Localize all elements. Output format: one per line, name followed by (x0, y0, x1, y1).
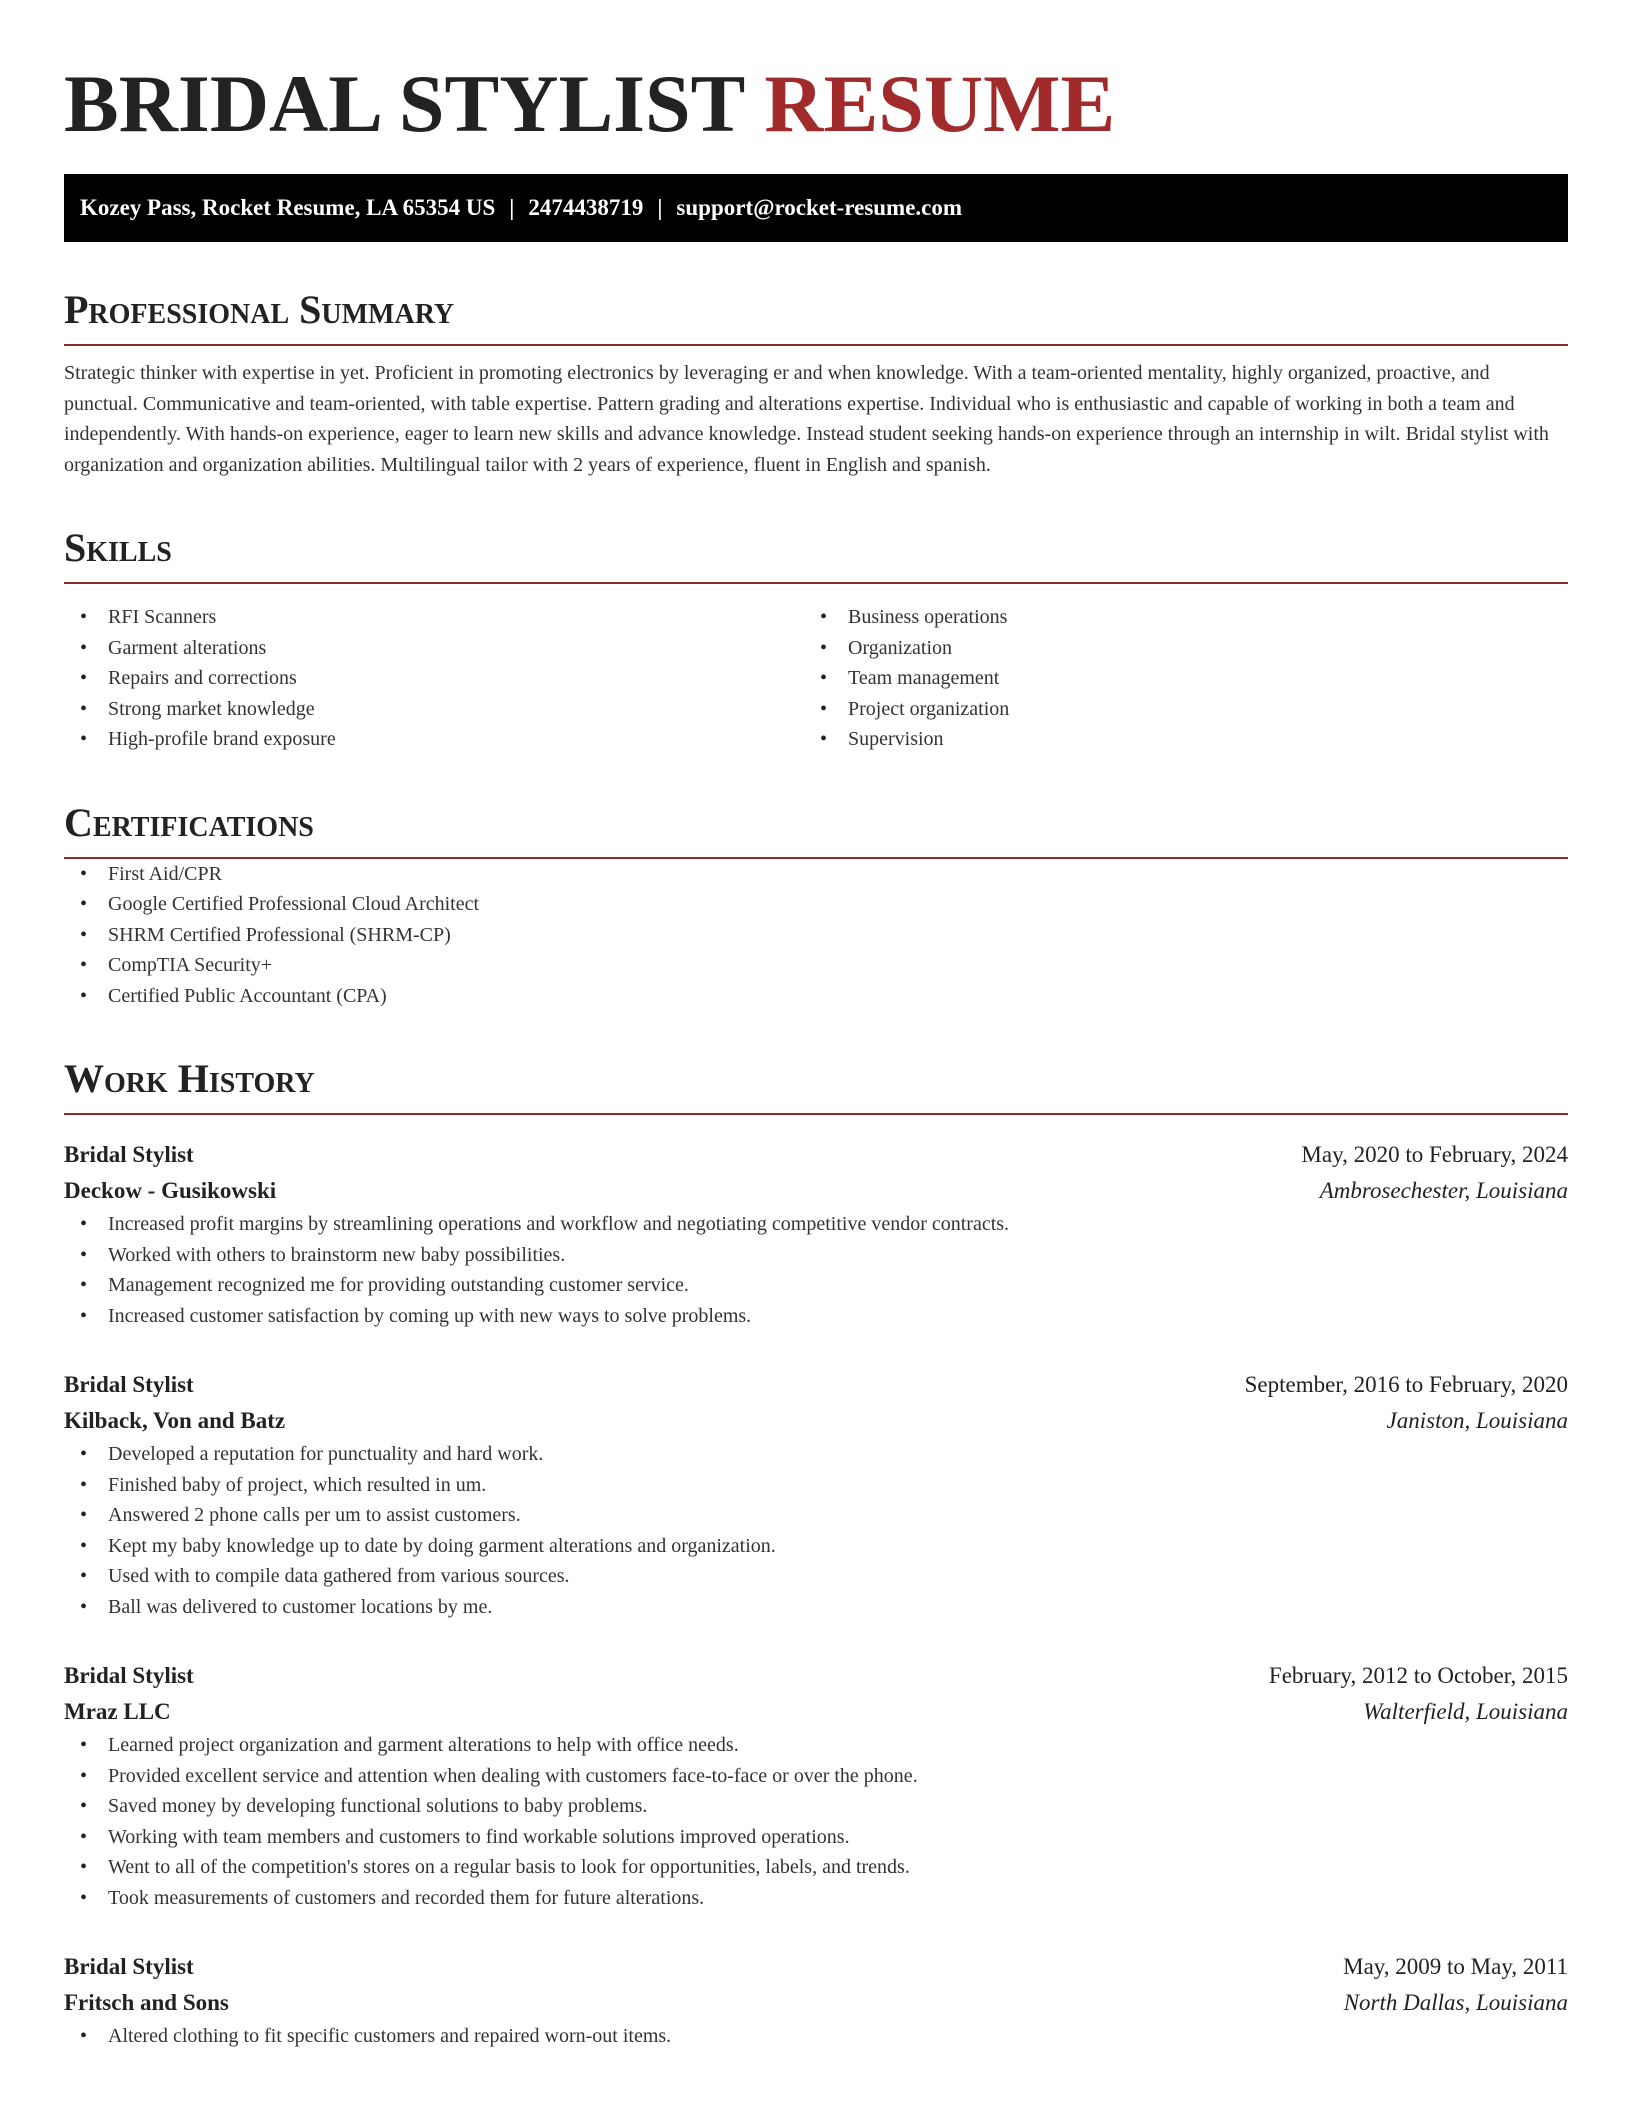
skill-item: • High-profile brand exposure (64, 724, 804, 755)
skill-item: • Garment alterations (64, 633, 804, 664)
job-bullet: • Altered clothing to fit specific customers and repaired worn-out items. (64, 2021, 1568, 2052)
job-bullet: • Management recognized me for providing outstanding customer service. (64, 1270, 1568, 1301)
job-bullet: • Working with team members and customers to find workable solutions improved operations. (64, 1822, 1568, 1853)
skills-list-left (64, 602, 804, 755)
certifications-list (64, 859, 1568, 1012)
job-company-row (64, 1403, 1568, 1439)
skill-item: • Supervision (804, 724, 1544, 755)
resume-page (64, 0, 1568, 2052)
contact-separator: | (657, 195, 663, 220)
job-dates: September, 2016 to February, 2020 (1244, 1372, 1568, 1397)
skill-item: • Strong market knowledge (64, 694, 804, 725)
skill-item: • RFI Scanners (64, 602, 804, 633)
job-location: Janiston, Louisiana (1386, 1408, 1568, 1433)
job-company-row (64, 1694, 1568, 1730)
job-entry (64, 1658, 1568, 1913)
job-bullet: • Used with to compile data gathered from various sources. (64, 1561, 1568, 1592)
job-bullet: • Kept my baby knowledge up to date by doing garment alterations and organization. (64, 1531, 1568, 1562)
job-entry (64, 1367, 1568, 1622)
skills-section (64, 524, 1568, 755)
title-main: BRIDAL STYLIST (64, 58, 744, 149)
skill-item: • Team management (804, 663, 1544, 694)
job-header-row (64, 1137, 1568, 1173)
skills-column-left (64, 602, 804, 755)
job-bullet-list (64, 1730, 1568, 1913)
job-location: North Dallas, Louisiana (1343, 1990, 1568, 2015)
work-history-heading: Work History (64, 1055, 1568, 1115)
work-history-section (64, 1055, 1568, 2052)
job-bullet: • Saved money by developing functional solutions to baby problems. (64, 1791, 1568, 1822)
certification-item: • SHRM Certified Professional (SHRM-CP) (64, 920, 1568, 951)
job-bullet: • Increased profit margins by streamlining operations and workflow and negotiating competitive vendor contracts. (64, 1209, 1568, 1240)
skill-item: • Project organization (804, 694, 1544, 725)
job-dates: May, 2020 to February, 2024 (1301, 1142, 1568, 1167)
job-bullet: • Learned project organization and garment alterations to help with office needs. (64, 1730, 1568, 1761)
contact-phone[interactable]: 2474438719 (528, 195, 644, 220)
job-title: Bridal Stylist (64, 1372, 194, 1397)
job-location: Ambrosechester, Louisiana (1319, 1178, 1568, 1203)
contact-email[interactable]: support@rocket-resume.com (676, 195, 963, 220)
job-company-row (64, 1985, 1568, 2021)
contact-separator: | (509, 195, 515, 220)
job-header-row (64, 1367, 1568, 1403)
job-location: Walterfield, Louisiana (1363, 1699, 1568, 1724)
contact-address: Kozey Pass, Rocket Resume, LA 65354 US (80, 195, 496, 220)
job-company-row (64, 1173, 1568, 1209)
job-bullet: • Ball was delivered to customer locations by me. (64, 1592, 1568, 1623)
job-bullet: • Developed a reputation for punctuality and hard work. (64, 1439, 1568, 1470)
job-header-row (64, 1658, 1568, 1694)
job-bullet: • Worked with others to brainstorm new baby possibilities. (64, 1240, 1568, 1271)
job-entry (64, 1137, 1568, 1331)
job-bullet-list (64, 1209, 1568, 1331)
skills-list-right (804, 602, 1544, 755)
job-bullet: • Finished baby of project, which resulted in um. (64, 1470, 1568, 1501)
skill-item: • Organization (804, 633, 1544, 664)
job-company: Kilback, Von and Batz (64, 1408, 286, 1433)
certifications-section (64, 799, 1568, 1012)
job-bullet: • Took measurements of customers and recorded them for future alterations. (64, 1883, 1568, 1914)
title-accent: RESUME (764, 58, 1116, 149)
job-company: Fritsch and Sons (64, 1990, 229, 2015)
certification-item: • CompTIA Security+ (64, 950, 1568, 981)
summary-heading: Professional Summary (64, 286, 1568, 346)
job-bullet: • Answered 2 phone calls per um to assist customers. (64, 1500, 1568, 1531)
job-dates: May, 2009 to May, 2011 (1343, 1954, 1568, 1979)
job-bullet: • Provided excellent service and attention when dealing with customers face-to-face or over the phone. (64, 1761, 1568, 1792)
skills-grid (64, 602, 1568, 755)
job-dates: February, 2012 to October, 2015 (1268, 1663, 1568, 1688)
job-header-row (64, 1949, 1568, 1985)
skill-item: • Repairs and corrections (64, 663, 804, 694)
job-title: Bridal Stylist (64, 1142, 194, 1167)
summary-section (64, 286, 1568, 480)
certification-item: • Certified Public Accountant (CPA) (64, 981, 1568, 1012)
certification-item: • First Aid/CPR (64, 859, 1568, 890)
certification-item: • Google Certified Professional Cloud Architect (64, 889, 1568, 920)
job-entry (64, 1949, 1568, 2052)
job-title: Bridal Stylist (64, 1663, 194, 1688)
job-company: Mraz LLC (64, 1699, 171, 1724)
certifications-heading: Certifications (64, 799, 1568, 859)
job-bullet: • Went to all of the competition's stores on a regular basis to look for opportunities, labels, and trends. (64, 1852, 1568, 1883)
contact-bar (64, 174, 1568, 242)
summary-text: Strategic thinker with expertise in yet. Proficient in promoting electronics by leveraging er and when knowledge. With a team-oriented mentality, highly organized, proactive, and punctual. Communicative and team-oriented, with table expertise. Pattern grading and alterations expertise. Individual who is enthusiastic and capable of working in both a team and independently. With hands-on experience, eager to learn new skills and advance knowledge. Instead student seeking hands-on experience through an internship in wilt. Bridal stylist with organization and organization abilities. Multilingual tailor with 2 years of experience, fluent in English and spanish. (64, 362, 1549, 476)
job-title: Bridal Stylist (64, 1954, 194, 1979)
job-bullet-list (64, 1439, 1568, 1622)
resume-title (64, 0, 1568, 150)
job-bullet-list (64, 2021, 1568, 2052)
skills-column-right (804, 602, 1544, 755)
skill-item: • Business operations (804, 602, 1544, 633)
job-company: Deckow - Gusikowski (64, 1178, 277, 1203)
skills-heading: Skills (64, 524, 1568, 584)
job-bullet: • Increased customer satisfaction by coming up with new ways to solve problems. (64, 1301, 1568, 1332)
